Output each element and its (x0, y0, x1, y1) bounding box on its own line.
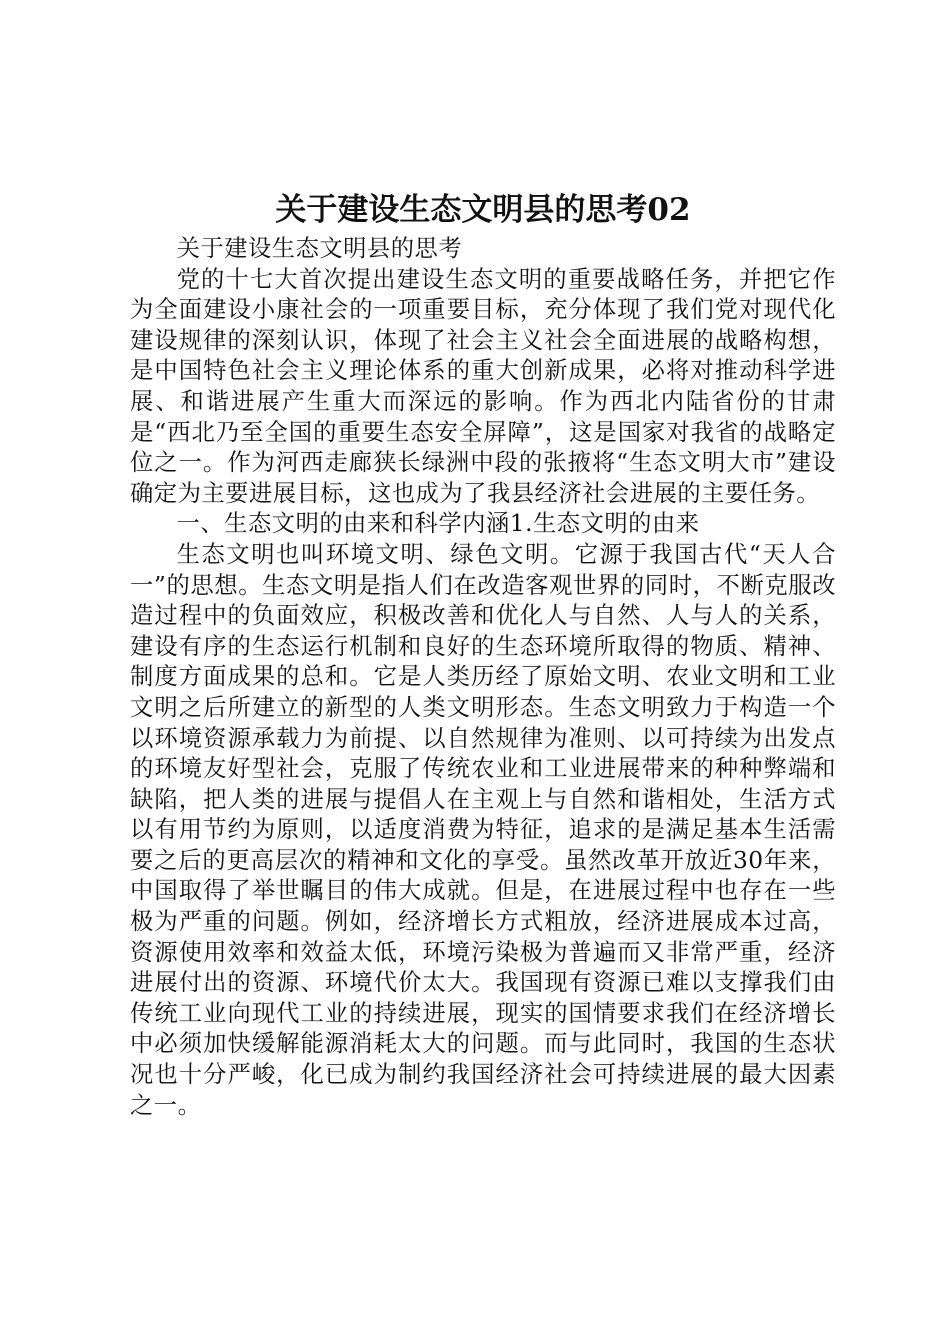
document-page (130, 186, 836, 1121)
body-paragraph: 党的十七大首次提出建设生态文明的重要战略任务，并把它作为全面建设小康社会的一项重要目标，充分体现了我们党对现代化建设规律的深刻认识，体现了社会主义社会全面进展的战略构想，是中国特色社会主义理论体系的重大创新成果，必将对推动科学进展、和谐进展产生重大而深远的影响。作为西北内陆省份的甘肃是“西北乃至全国的重要生态安全屏障”，这是国家对我省的战略定位之一。作为河西走廊狭长绿洲中段的张掖将“生态文明大市”建设确定为主要进展目标，这也成为了我县经济社会进展的主要任务。 (130, 265, 836, 507)
section-heading: 一、生态文明的由来和科学内涵1.生态文明的由来 (176, 510, 700, 538)
body-paragraph: 生态文明也叫环境文明、绿色文明。它源于我国古代“天人合一”的思想。生态文明是指人们在改造客观世界的同时，不断克服改造过程中的负面效应，积极改善和优化人与自然、人与人的关系，建设有序的生态运行机制和良好的生态环境所取得的物质、精神、制度方面成果的总和。它是人类历经了原始文明、农业文明和工业文明之后所建立的新型的人类文明形态。生态文明致力于构造一个以环境资源承载力为前提、以自然规律为准则、以可持续为出发点的环境友好型社会，克服了传统农业和工业进展带来的种种弊端和缺陷，把人类的进展与提倡人在主观上与自然和谐相处，生活方式以有用节约为原则，以适度消费为特征，追求的是满足基本生活需要之后的更高层次的精神和文化的享受。虽然改革开放近30年来，中国取得了举世瞩目的伟大成就。但是，在进展过程中也存在一些极为严重的问题。例如，经济增长方式粗放，经济进展成本过高，资源使用效率和效益太低，环境污染极为普遍而又非常严重，经济进展付出的资源、环境代价太大。我国现有资源已难以支撑我们由传统工业向现代工业的持续进展，现实的国情要求我们在经济增长中必须加快缓解能源消耗太大的问题。而与此同时，我国的生态状况也十分严峻，化已成为制约我国经济社会可持续进展的最大因素之一。 (130, 540, 836, 1119)
document-title: 关于建设生态文明县的思考02 (275, 192, 691, 228)
subtitle-paragraph: 关于建设生态文明县的思考 (176, 235, 463, 262)
